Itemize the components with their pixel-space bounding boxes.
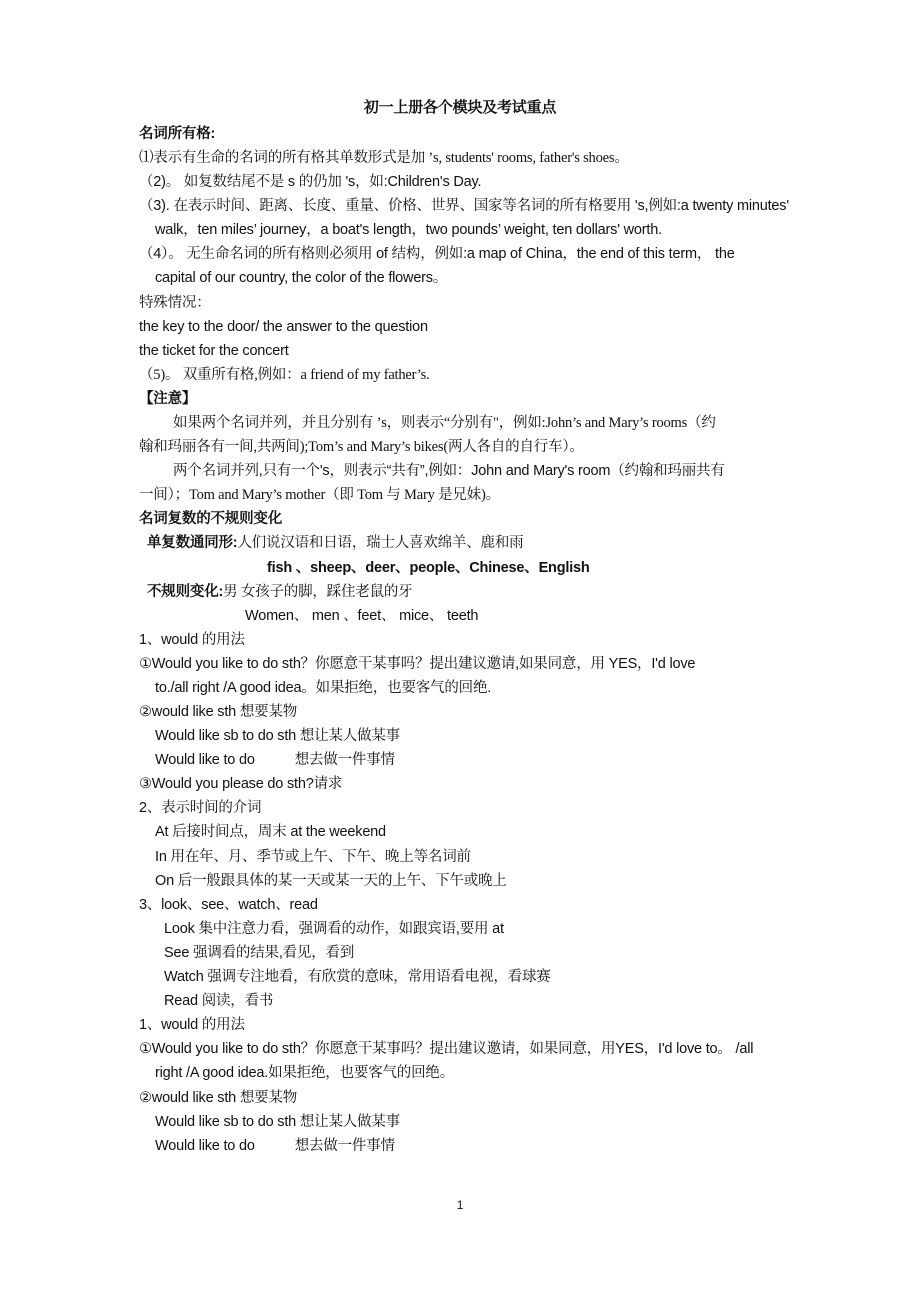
would-item-2-sub-2-en: Would like to do — [155, 752, 255, 768]
plural-same-form-mnemonic: 人们说汉语和日语，瑞士人喜欢绵羊、鹿和雨 — [237, 535, 524, 551]
section-heading-possessive: 名词所有格: — [139, 126, 216, 142]
section-heading-plural: 名词复数的不规则变化 — [139, 511, 282, 527]
plural-same-form-label: 单复数通同形: — [147, 535, 238, 551]
would-item-3: ③Would you please do sth?请求 — [139, 776, 343, 792]
possessive-rule-4-line-1: （4）。 无生命名词的所有格则必须用 of 结构，例如:a map of China，the end of this term， the — [139, 246, 735, 262]
section-heading-look-see: 3、look、see、watch、read — [139, 897, 318, 913]
preposition-at: At 后接时间点，周末 at the weekend — [155, 824, 386, 840]
would-repeat-item-2: ②would like sth 想要某物 — [139, 1090, 298, 1106]
note-heading: 【注意】 — [139, 391, 197, 407]
would-item-2-sub-2 — [155, 750, 395, 770]
plural-irregular — [147, 582, 412, 602]
possessive-rule-3-line-2: walk，ten miles’ journey，a boat's length，two pounds’ weight, ten dollars' worth. — [155, 222, 662, 238]
preposition-in: In 用在年、月、季节或上午、下午、晚上等名词前 — [155, 849, 471, 865]
verb-look: Look 集中注意力看，强调看的动作，如跟宾语,要用 at — [164, 921, 504, 937]
special-case-1: the key to the door/ the answer to the question — [139, 319, 428, 335]
page-number: 1 — [456, 1198, 464, 1212]
special-case-2: the ticket for the concert — [139, 343, 289, 359]
plural-irregular-label: 不规则变化: — [147, 584, 224, 600]
verb-read: Read 阅读，看书 — [164, 993, 274, 1009]
would-item-2-sub-2-cn: 想去做一件事情 — [294, 752, 395, 768]
would-repeat-item-2-sub-1: Would like sb to do sth 想让某人做某事 — [155, 1114, 400, 1130]
would-repeat-item-2-sub-2 — [155, 1136, 395, 1156]
note-1-line-2: 翰和玛丽各有一间,共两间);Tom’s and Mary’s bikes(两人各自的自行车）。 — [139, 439, 584, 455]
would-repeat-item-1-line-1: ①Would you like to do sth？你愿意干某事吗？提出建议邀请，如果同意，用YES，I'd love to。 /all — [139, 1041, 754, 1057]
document-title: 初一上册各个模块及考试重点 — [363, 99, 557, 116]
verb-see: See 强调看的结果,看见，看到 — [164, 945, 355, 961]
would-repeat-item-1-line-2: right /A good idea.如果拒绝，也要客气的回绝。 — [155, 1065, 454, 1081]
would-item-2-sub-1: Would like sb to do sth 想让某人做某事 — [155, 728, 400, 744]
plural-same-form-words: fish 、sheep、deer、people、Chinese、English — [267, 560, 590, 576]
section-heading-would: 1、would 的用法 — [139, 632, 245, 648]
note-1-line-1: 如果两个名词并列，并且分别有 ’s，则表示“分别有"，例如:John’s and Mary’s rooms（约 — [173, 415, 716, 431]
would-item-1-line-1: ①Would you like to do sth？你愿意干某事吗？提出建议邀请,如果同意，用 YES，I'd love — [139, 656, 696, 672]
would-repeat-item-2-sub-2-en: Would like to do — [155, 1138, 255, 1154]
possessive-rule-1: ⑴表示有生命的名词的所有格其单数形式是加 ’s, students' rooms, father's shoes。 — [139, 150, 629, 166]
would-repeat-item-2-sub-2-cn: 想去做一件事情 — [294, 1138, 395, 1154]
preposition-on: On 后一般跟具体的某一天或某一天的上午、下午或晚上 — [155, 873, 507, 889]
possessive-rule-4-line-2: capital of our country, the color of the flowers。 — [155, 270, 448, 286]
verb-watch: Watch 强调专注地看，有欣赏的意味，常用语看电视，看球赛 — [164, 969, 551, 985]
possessive-rule-3-line-1: （3). 在表示时间、距离、长度、重量、价格、世界、国家等名词的所有格要用 's,例如:a twenty minutes' — [139, 198, 789, 214]
note-2-line-2: 一间）；Tom and Mary’s mother（即 Tom 与 Mary 是兄妹)。 — [139, 487, 500, 503]
section-heading-prepositions: 2、表示时间的介词 — [139, 800, 262, 816]
section-heading-would-repeat: 1、would 的用法 — [139, 1017, 245, 1033]
possessive-rule-5: （5)。 双重所有格,例如：a friend of my father’s. — [139, 367, 430, 383]
special-cases-heading: 特殊情况： — [139, 295, 211, 311]
plural-same-form — [147, 533, 523, 553]
plural-irregular-words: Women、 men 、feet、 mice、 teeth — [245, 608, 479, 624]
possessive-rule-2: （2)。 如复数结尾不是 s 的仍加 's，如:Children's Day. — [139, 174, 482, 190]
would-item-1-line-2: to./all right /A good idea。如果拒绝，也要客气的回绝. — [155, 680, 492, 696]
would-item-2: ②would like sth 想要某物 — [139, 704, 298, 720]
note-2-line-1: 两个名词并列,只有一个's，则表示“共有”,例如：John and Mary's room（约翰和玛丽共有 — [173, 463, 725, 479]
plural-irregular-mnemonic: 男 女孩子的脚，踩住老鼠的牙 — [223, 584, 413, 600]
